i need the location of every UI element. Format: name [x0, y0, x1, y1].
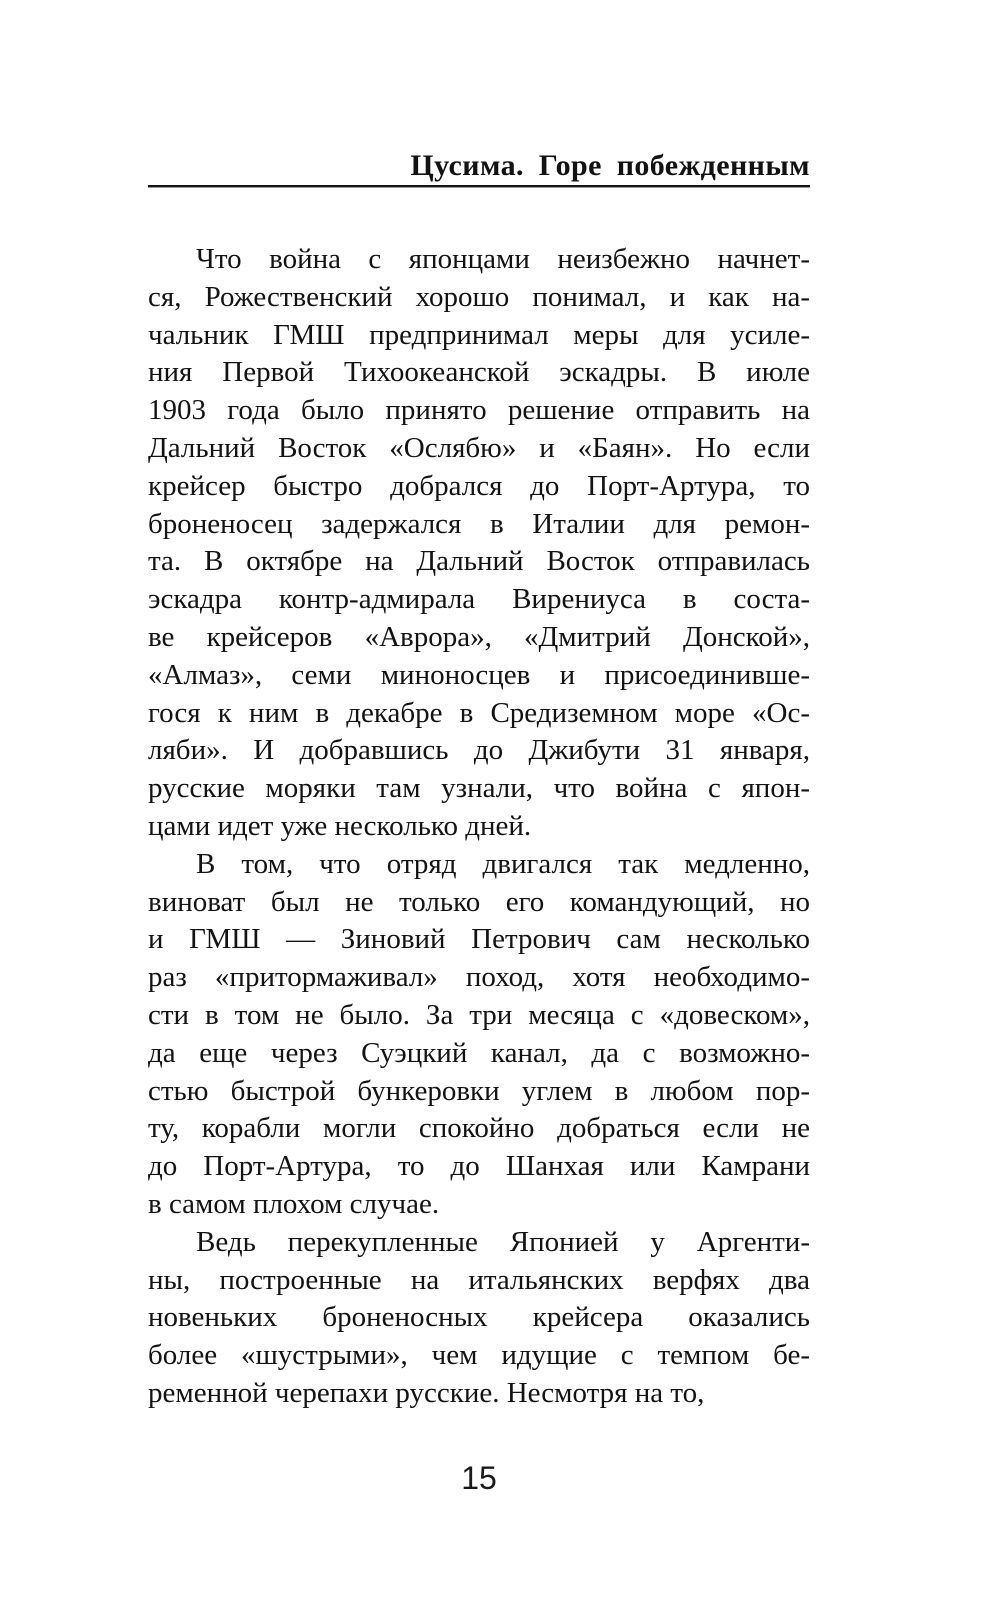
text-line: «Алмаз», семи миноносцев и присоединивше- — [148, 658, 810, 691]
page-number: 15 — [461, 1460, 497, 1496]
header-rule — [148, 185, 810, 188]
text-line: стью быстрой бункеровки углем в любом пор- — [148, 1074, 810, 1107]
text-line: ны, построенные на итальянских верфях два — [148, 1263, 810, 1296]
text-line: более «шустрыми», чем идущие с темпом бе- — [148, 1339, 810, 1372]
text-line: гося к ним в декабре в Средиземном море «Ос- — [148, 696, 810, 729]
text-line: ся, Рожественский хорошо понимал, и как на- — [148, 280, 810, 313]
text-line: Ведь перекупленные Японией у Аргенти- — [196, 1225, 810, 1258]
text-line: та. В октябре на Дальний Восток отправилась — [148, 545, 810, 578]
text-line: чальник ГМШ предпринимал меры для усиле- — [148, 318, 810, 351]
text-line: до Порт-Артура, то до Шанхая или Камрани — [148, 1150, 810, 1183]
text-line: новеньких броненосных крейсера оказались — [148, 1301, 810, 1334]
text-line: ве крейсеров «Аврора», «Дмитрий Донской», — [148, 620, 810, 653]
text-line: броненосец задержался в Италии для ремон- — [148, 507, 810, 540]
text-line: цами идет уже несколько дней. — [148, 809, 532, 842]
text-line: русские моряки там узнали, что война с япон- — [148, 772, 810, 805]
body-text — [148, 241, 810, 1413]
text-line: ния Первой Тихоокеанской эскадры. В июле — [148, 356, 810, 389]
text-line: раз «притормаживал» поход, хотя необходимо- — [148, 961, 810, 994]
text-line: виноват был не только его командующий, но — [148, 885, 810, 918]
text-line: эскадра контр-адмирала Вирениуса в соста- — [148, 583, 810, 616]
text-line: Дальний Восток «Ослябю» и «Баян». Но если — [148, 431, 810, 464]
text-line: ременной черепахи русские. Несмотря на то, — [148, 1376, 705, 1409]
text-line: в самом плохом случае. — [148, 1187, 440, 1220]
text-line: 1903 года было принято решение отправить на — [148, 394, 810, 427]
text-line: ляби». И добравшись до Джибути 31 января, — [148, 734, 810, 767]
text-line: да еще через Суэцкий канал, да с возможно- — [148, 1036, 810, 1069]
text-line: крейсер быстро добрался до Порт-Артура, то — [148, 469, 810, 502]
text-line: и ГМШ — Зиновий Петрович сам несколько — [148, 923, 810, 956]
text-line: сти в том не было. За три месяца с «довеском», — [148, 998, 810, 1031]
text-line: Что война с японцами неизбежно начнет- — [196, 243, 810, 275]
text-line: В том, что отряд двигался так медленно, — [196, 847, 810, 880]
running-header-title: Цусима. Горе побежденным — [410, 149, 810, 182]
text-line: ту, корабли могли спокойно добраться если не — [148, 1112, 810, 1145]
